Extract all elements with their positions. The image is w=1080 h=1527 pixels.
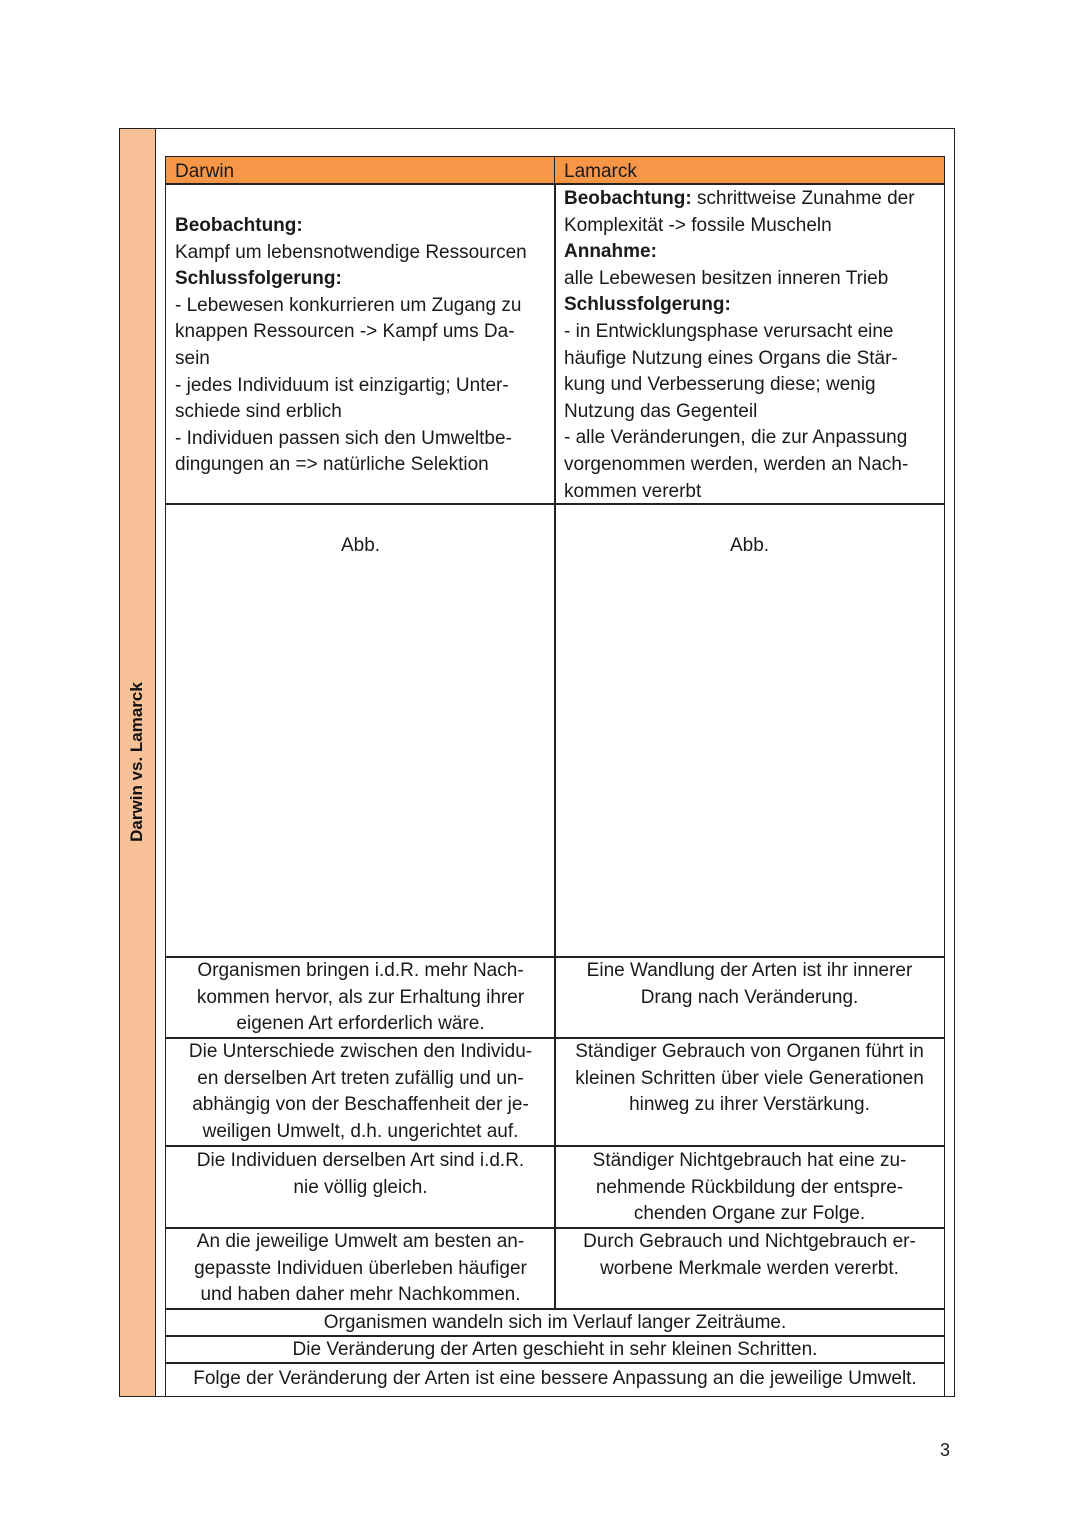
statement-line: und haben daher mehr Nachkommen. [200,1284,521,1306]
lamarck-conclusion-line: kung und Verbesserung diese; wenig [564,374,876,396]
lamarck-conclusion-line: - alle Veränderungen, die zur Anpassung [564,427,908,449]
lamarck-theory-cell [554,183,945,505]
statement-line: Die Individuen derselben Art sind i.d.R. [196,1150,525,1171]
darwin-header: Darwin [165,156,556,185]
darwin-conclusion-line: knappen Ressourcen -> Kampf ums Da- [175,321,515,343]
darwin-statement [165,1227,556,1310]
statement-line: Durch Gebrauch und Nichtgebrauch er- [583,1231,916,1252]
lamarck-conclusion-line: Nutzung das Gegenteil [564,400,758,422]
lamarck-figure-cell [554,503,945,958]
lamarck-observation-label: Beobachtung: [564,188,692,209]
statement-line: Drang nach Veränderung. [640,986,859,1008]
statement-line: Organismen bringen i.d.R. mehr Nach- [197,960,524,981]
darwin-observation-label: Beobachtung: [175,215,303,236]
lamarck-statement [554,1145,945,1229]
statement-line: Ständiger Gebrauch von Organen führt in [575,1041,924,1062]
darwin-statement [165,1037,556,1147]
page-number: 3 [940,1440,951,1460]
statement-line: gepasste Individuen überleben häufiger [194,1257,527,1279]
lamarck-conclusion-label: Schlussfolgerung: [564,294,731,316]
lamarck-conclusion-line: kommen vererbt [564,480,702,502]
statement-line: Eine Wandlung der Arten ist ihr innerer [586,960,913,981]
darwin-theory-cell [165,183,556,505]
darwin-conclusion-line: sein [175,347,210,369]
statement-line: kleinen Schritten über viele Generationen [575,1067,924,1089]
darwin-observation: Kampf um lebensnotwendige Ressourcen [175,241,527,263]
darwin-conclusion-line: - Lebewesen konkurrieren um Zugang zu [175,294,522,316]
statement-line: abhängig von der Beschaffenheit der je- [192,1094,529,1116]
lamarck-header: Lamarck [554,156,945,185]
lamarck-assumption-label: Annahme: [564,241,657,263]
statement-line: nehmende Rückbildung der entspre- [595,1176,904,1198]
darwin-conclusion-line: - Individuen passen sich den Umweltbe- [175,427,512,449]
darwin-conclusion-line: dingungen an => natürliche Selektion [175,454,489,476]
lamarck-statement [554,956,945,1039]
lamarck-assumption: alle Lebewesen besitzen inneren Trieb [564,267,889,289]
side-title: Darwin vs. Lamarck [127,682,146,842]
lamarck-statement [554,1037,945,1147]
darwin-figure-label: Abb. [340,535,381,556]
lamarck-observation: schrittweise Zunahme der [697,188,915,209]
darwin-conclusion-line: - jedes Individuum ist einzigartig; Unter- [175,374,509,396]
lamarck-conclusion-line: vorgenommen werden, werden an Nach- [564,453,909,475]
statement-line: Die Unterschiede zwischen den Individu- [188,1041,533,1062]
statement-line: kommen hervor, als zur Erhaltung ihrer [196,986,525,1008]
lamarck-conclusion-line: - in Entwicklungsphase verursacht eine [564,320,894,342]
lamarck-conclusion-line: häufige Nutzung eines Organs die Stär- [564,347,898,369]
darwin-conclusion-label: Schlussfolgerung: [175,268,342,290]
statement-line: weiligen Umwelt, d.h. ungerichtet auf. [202,1120,519,1142]
darwin-figure-cell [165,503,556,958]
darwin-conclusion-line: schiede sind erblich [175,401,342,423]
statement-line: eigenen Art erforderlich wäre. [236,1013,485,1035]
statement-line: An die jeweilige Umwelt am besten an- [196,1231,525,1252]
statement-line: nie völlig gleich. [293,1176,428,1198]
shared-statement: Folge der Veränderung der Arten ist eine bessere Anpassung an die jeweilige Umwelt. [165,1362,945,1397]
shared-statement: Organismen wandeln sich im Verlauf langer Zeiträume. [165,1308,945,1337]
darwin-statement [165,1145,556,1229]
statement-line: hinweg zu ihrer Verstärkung. [629,1094,870,1116]
statement-line: worbene Merkmale werden vererbt. [600,1257,899,1279]
statement-line: chenden Organe zur Folge. [633,1203,866,1225]
statement-line: en derselben Art treten zufällig und un- [197,1067,524,1089]
lamarck-figure-label: Abb. [729,535,770,556]
statement-line: Ständiger Nichtgebrauch hat eine zu- [592,1150,907,1171]
darwin-statement [165,956,556,1039]
lamarck-observation-cont: Komplexität -> fossile Muscheln [564,214,832,236]
shared-statement: Die Veränderung der Arten geschieht in sehr kleinen Schritten. [165,1335,945,1364]
lamarck-statement [554,1227,945,1310]
